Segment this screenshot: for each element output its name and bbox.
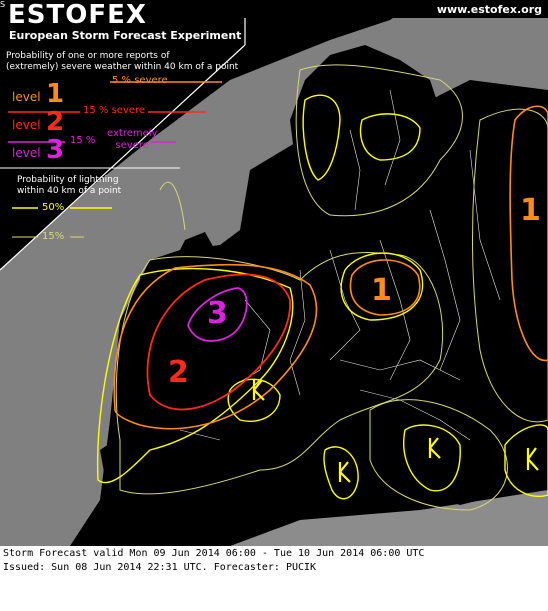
lightning-legend-heading: Probability of lightning within 40 km of a point xyxy=(17,175,122,196)
severe-legend-heading: Probability of one or more reports of (extremely) severe weather within 40 km of a point xyxy=(6,51,239,72)
legend-label-extremely-severe: extremely severe xyxy=(107,128,158,151)
forecast-validity-line: Storm Forecast valid Mon 09 Jun 2014 06:00 - Tue 10 Jun 2014 06:00 UTC xyxy=(3,548,425,559)
legend-label-15pct-extreme: 15 % xyxy=(70,135,96,146)
forecast-issued-line: Issued: Sun 08 Jun 2014 22:31 UTC. Forecaster: PUCIK xyxy=(3,562,317,573)
page-title: ESTOFEX xyxy=(8,0,147,30)
legend-label-lightning-15: 15% xyxy=(42,231,65,242)
land-iberia xyxy=(100,430,215,520)
page-subtitle: European Storm Forecast Experiment xyxy=(9,29,242,42)
legend-level2-word: level xyxy=(12,118,41,132)
corner-mark: S xyxy=(0,0,6,9)
legend-level1-word: level xyxy=(12,90,41,104)
map-label-level1-central: 1 xyxy=(371,273,392,308)
legend-label-5pct: 5 % severe xyxy=(112,75,168,86)
legend-level3-number: 3 xyxy=(46,135,65,165)
legend-label-15pct: 15 % severe xyxy=(80,105,148,116)
legend-level2-number: 2 xyxy=(46,107,65,137)
map-label-level3: 3 xyxy=(207,296,228,331)
legend-level1-number: 1 xyxy=(46,79,65,109)
map-label-level1-east: 1 xyxy=(520,193,541,228)
map-label-level2: 2 xyxy=(168,355,189,390)
legend-level3-word: level xyxy=(12,146,41,160)
legend-label-lightning-50: 50% xyxy=(42,202,65,213)
website-link[interactable]: www.estofex.org xyxy=(436,3,542,16)
land-scandinavia xyxy=(290,45,440,230)
